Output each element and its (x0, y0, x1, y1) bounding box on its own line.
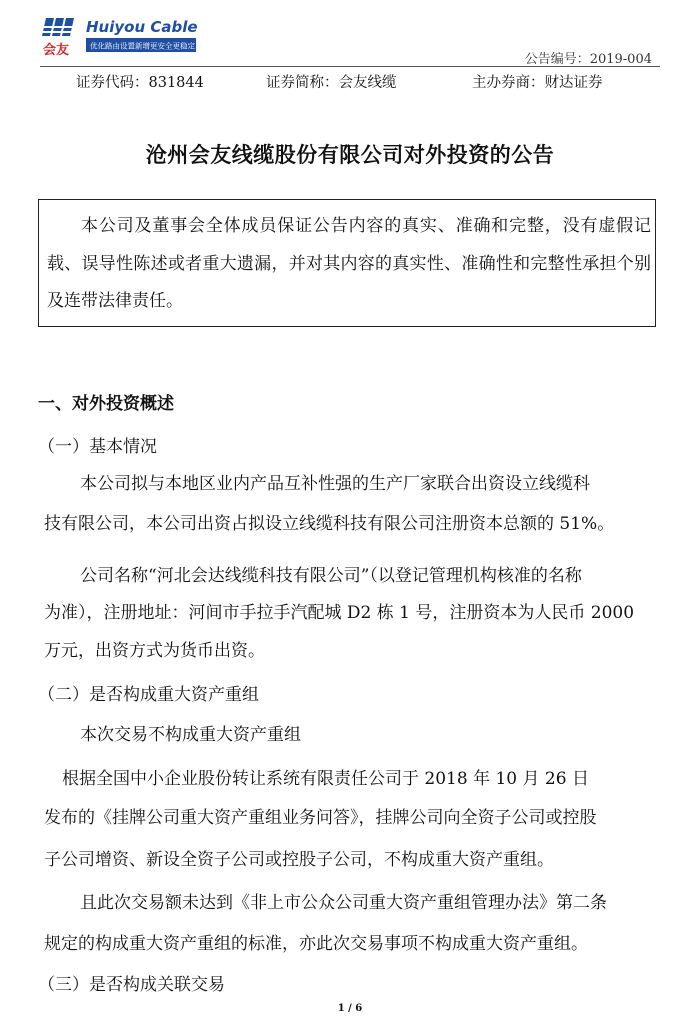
subsection-heading-2: （二）是否构成重大资产重组 (38, 685, 259, 705)
paragraph-5-line-1: 且此次交易额未达到《非上市公众公司重大资产重组管理办法》第二条 (80, 893, 607, 913)
paragraph-2-line-2: 为准），注册地址：河间市手拉手汽配城 D2 栋 1 号，注册资本为人民币 2000 (44, 603, 635, 623)
paragraph-3: 本次交易不构成重大资产重组 (80, 725, 301, 745)
logo-chinese-text: 会友 (43, 43, 70, 58)
broker: 主办券商：财达证券 (472, 75, 603, 91)
header-divider (40, 66, 660, 67)
paragraph-1-line-2: 技有限公司，本公司出资占拟设立线缆科技有限公司注册资本总额的 51%。 (44, 514, 615, 534)
paragraph-1-line-1: 本公司拟与本地区业内产品互补性强的生产厂家联合出资设立线缆科 (80, 474, 590, 494)
paragraph-4-line-1: 根据全国中小企业股份转让系统有限责任公司于 2018 年 10 月 26 日 (62, 769, 589, 789)
subsection-heading-1: （一）基本情况 (38, 437, 157, 457)
statement-box (38, 199, 656, 327)
paragraph-2-line-1: 公司名称“河北会达线缆科技有限公司”（以登记管理机构核准的名称 (80, 566, 582, 586)
logo-mark-icon (42, 18, 76, 36)
paragraph-4-line-2: 发布的《挂牌公司重大资产重组业务问答》，挂牌公司向全资子公司或控股 (44, 808, 597, 828)
announcement-title: 沧州会友线缆股份有限公司对外投资的公告 (145, 142, 555, 167)
paragraph-5-line-2: 规定的构成重大资产重组的标准，亦此次交易事项不构成重大资产重组。 (44, 934, 588, 954)
logo-slogan-text: 优化路由设置新增更安全更稳定 (90, 41, 195, 51)
subsection-heading-3: （三）是否构成关联交易 (38, 975, 225, 995)
page-number: 1 / 6 (337, 1003, 363, 1014)
logo-brand-text: Huiyou Cable (86, 18, 198, 36)
stock-code: 证券代码：831844 (76, 75, 204, 91)
statement-text: 本公司及董事会全体成员保证公告内容的真实、准确和完整，没有虚假记载、误导性陈述或者重大遗漏，并对其内容的真实性、准确性和完整性承担个别及连带法律责任。 (47, 216, 651, 311)
securities-info-row (76, 71, 666, 92)
paragraph-2-line-3: 万元，出资方式为货币出资。 (44, 641, 265, 661)
company-logo (40, 14, 200, 58)
paragraph-4-line-3: 子公司增资、新设全资子公司或控股子公司，不构成重大资产重组。 (44, 850, 554, 870)
section-heading-1: 一、对外投资概述 (38, 394, 174, 414)
stock-name: 证券简称：会友线缆 (266, 75, 397, 91)
notice-number: 公告编号：2019-004 (524, 52, 652, 67)
